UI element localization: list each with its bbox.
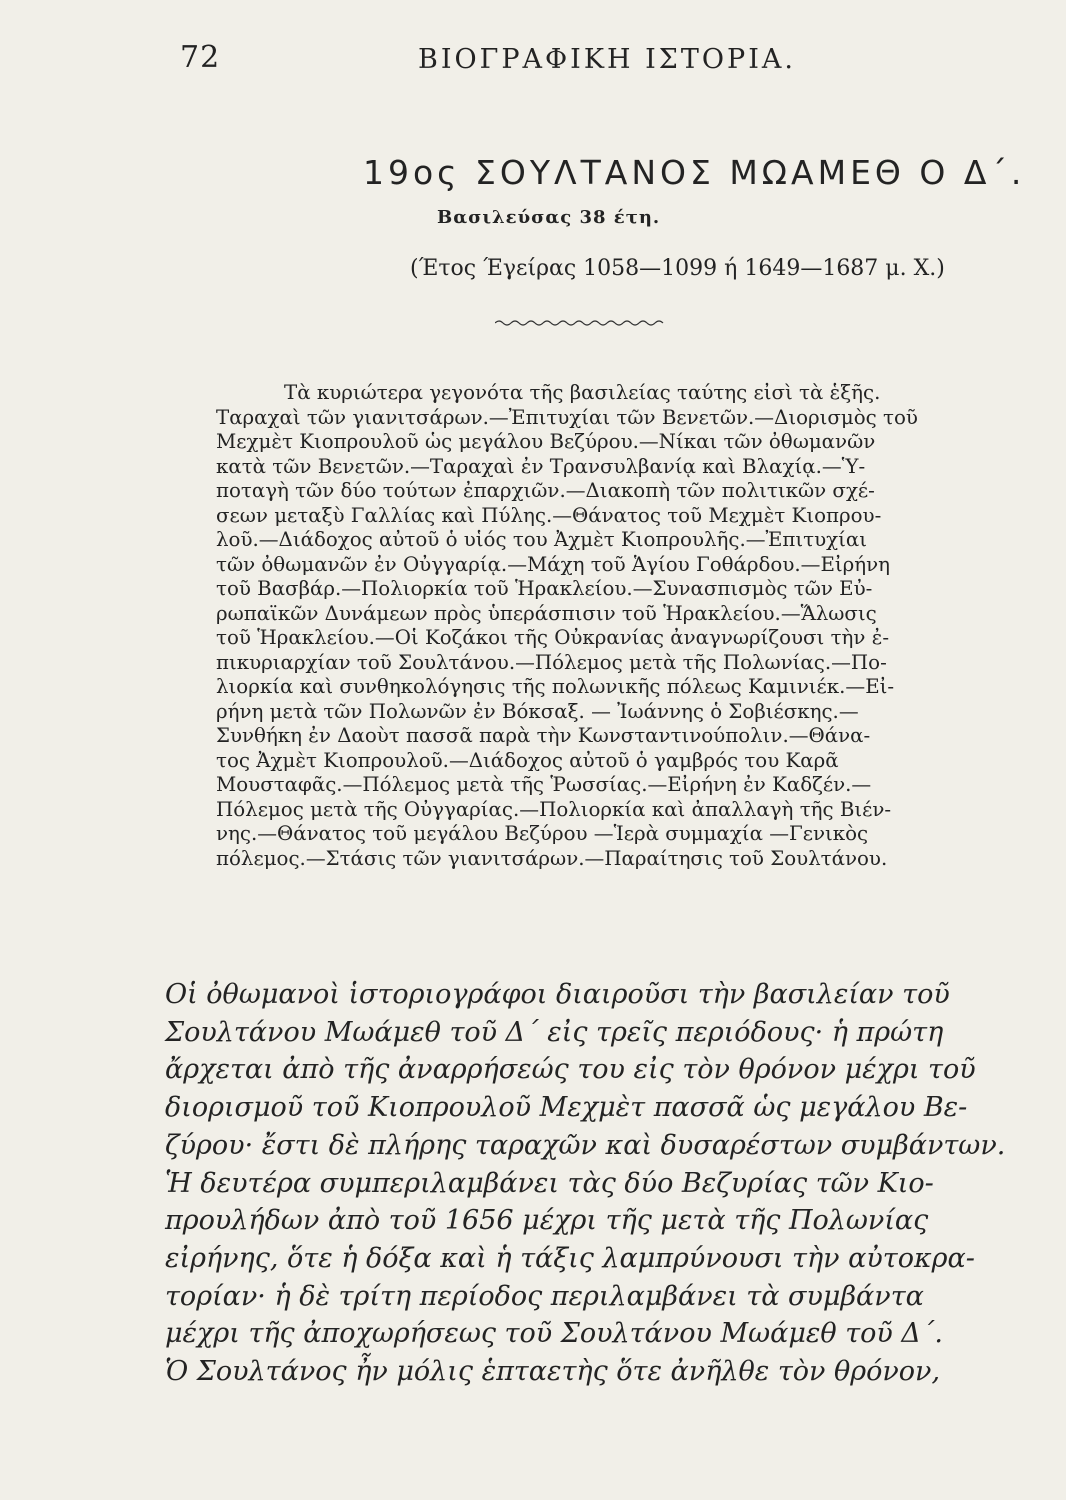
wavy-rule-ornament [495,318,665,328]
body-line: εἰρήνης, ὅτε ἡ δόξα καὶ ἡ τάξις λαμπρύνουσι τὴν αὐτοκρα- [165,1242,975,1274]
summary-line: τοῦ Ἡρακλείου.—Οἱ Κοζάκοι τῆς Οὐκρανίας ἀναγνωρίζουσι τὴν ἐ- [216,626,890,649]
body-line: μέχρι τῆς ἀποχωρήσεως τοῦ Σουλτάνου Μωάμεθ τοῦ Δ΄. [165,1318,943,1350]
summary-line: Μεχμὲτ Κιοπρουλοῦ ὡς μεγάλου Βεζύρου.—Νίκαι τῶν ὀθωμανῶν [216,430,876,453]
summary-line: Πόλεμος μετὰ τῆς Οὐγγαρίας.—Πολιορκία καὶ ἀπαλλαγὴ τῆς Βιέν- [216,797,892,821]
body-line: διορισμοῦ τοῦ Κιοπρουλοῦ Μεχμὲτ πασσᾶ ὡς μεγάλου Βε- [165,1092,968,1124]
body-line: Οἱ ὀθωμανοὶ ἱστοριογράφοι διαιροῦσι τὴν βασιλείαν τοῦ [165,979,950,1010]
reign-duration: Βασιλεύσας 38 έτη. [437,207,661,228]
running-title: ΒΙΟΓΡΑΦΙΚΗ ΙΣΤΟΡΙΑ. [418,44,796,75]
summary-line: σεων μεταξὺ Γαλλίας καὶ Πύλης.—Θάνατος τοῦ Μεχμὲτ Κιοπρου- [216,503,882,527]
body-line: Ἡ δευτέρα συμπεριλαμβάνει τὰς δύο Βεζυρίας τῶν Κιο- [165,1167,934,1199]
summary-line: Ταραχαὶ τῶν γιανιτσάρων.—Ἐπιτυχίαι τῶν Βενετῶν.—Διορισμὸς τοῦ [216,405,918,429]
summary-line: ρωπαϊκῶν Δυνάμεων πρὸς ὑπεράσπισιν τοῦ Ἡρακλείου.—Ἅλωσις [216,601,877,625]
body-line: προυλήδων ἀπὸ τοῦ 1656 μέχρι τῆς μετὰ τῆς Πολωνίας [165,1205,929,1237]
summary-line: τῶν ὀθωμανῶν ἐν Οὐγγαρίᾳ.—Μάχη τοῦ Ἁγίου Γοθάρδου.—Εἰρήνη [216,552,890,576]
body-line: τορίαν· ἡ δὲ τρίτη περίοδος περιλαμβάνει τὰ συμβάντα [165,1280,924,1312]
summary-line: Μουσταφᾶς.—Πόλεμος μετὰ τῆς Ῥωσσίας.—Εἰρήνη ἐν Καδζέν.— [216,773,872,796]
page-number: 72 [180,40,221,75]
summary-line: τοῦ Βασβάρ.—Πολιορκία τοῦ Ἡρακλείου.—Συνασπισμὸς τῶν Εὐ- [216,577,873,600]
summary-line: ρήνη μετὰ τῶν Πολωνῶν ἐν Βόκσαξ. — Ἰωάννης ὁ Σοβιέσκης.— [216,699,859,723]
body-line: ἄρχεται ἀπὸ τῆς ἀναρρήσεώς του εἰς τὸν θρόνον μέχρι τοῦ [165,1054,976,1086]
body-text [165,976,1006,1391]
summary-line: κατὰ τῶν Βενετῶν.—Ταραχαὶ ἐν Τρανσυλβανίᾳ καὶ Βλαχίᾳ.—Ὑ- [216,454,866,478]
summary-line: πόλεμος.—Στάσις τῶν γιανιτσάρων.—Παραίτησις τοῦ Σουλτάνου. [216,846,888,870]
summary-line: τος Ἀχμὲτ Κιοπρουλοῦ.—Διάδοχος αὐτοῦ ὁ γαμβρός του Καρᾶ [216,748,839,772]
body-line: Σουλτάνου Μωάμεθ τοῦ Δ΄ εἰς τρεῖς περιόδους· ἡ πρώτη [165,1016,944,1048]
chapter-summary [216,381,961,871]
reign-dates: (Έτος Έγείρας 1058—1099 ή 1649—1687 μ. Χ.) [410,256,945,281]
summary-line: λιορκία καὶ συνθηκολόγησις τῆς πολωνικῆς πόλεως Καμινιέκ.—Εἰ- [216,675,895,698]
chapter-title: 19ος ΣΟΥΛΤΑΝΟΣ ΜΩΑΜΕΘ Ο Δ΄. [363,153,1026,192]
body-line: Ὁ Σουλτάνος ἦν μόλις ἑπταετὴς ὅτε ἀνῆλθε τὸν θρόνον, [165,1356,941,1388]
summary-line: νης.—Θάνατος τοῦ μεγάλου Βεζύρου —Ἱερὰ συμμαχία —Γενικὸς [216,822,869,845]
body-line: ζύρου· ἔστι δὲ πλήρης ταραχῶν καὶ δυσαρέστων συμβάντων. [165,1129,1006,1161]
summary-line: Τὰ κυριώτερα γεγονότα τῆς βασιλείας ταύτης εἰσὶ τὰ ἑξῆς. [284,381,881,404]
summary-line: ποταγὴ τῶν δύο τούτων ἐπαρχιῶν.—Διακοπὴ τῶν πολιτικῶν σχέ- [216,479,875,502]
summary-line: λοῦ.—Διάδοχος αὐτοῦ ὁ υἱός του Ἀχμὲτ Κιοπρουλῆς.—Ἐπιτυχίαι [216,528,867,551]
summary-line: Συνθήκη ἐν Δαοὺτ πασσᾶ παρὰ τὴν Κωνσταντινούπολιν.—Θάνα- [216,724,871,747]
summary-line: πικυριαρχίαν τοῦ Σουλτάνου.—Πόλεμος μετὰ τῆς Πολωνίας.—Πο- [216,650,887,674]
